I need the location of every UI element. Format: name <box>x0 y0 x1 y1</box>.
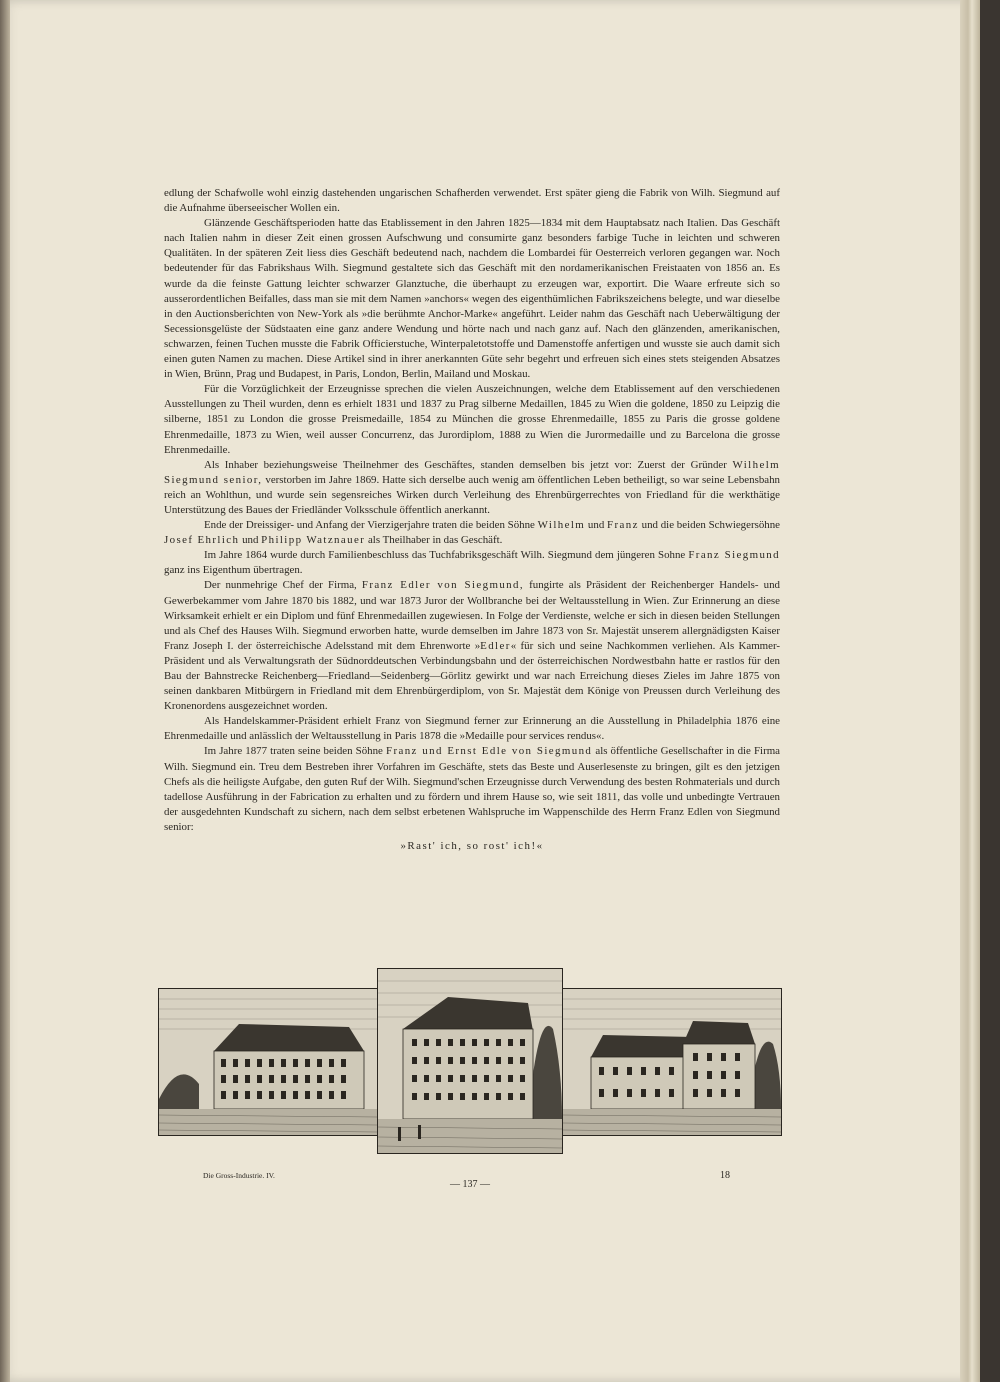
footer-book-title: Die Gross-Industrie. IV. <box>203 1171 275 1180</box>
book-binding <box>0 0 10 1382</box>
page-number: — 137 — <box>450 1179 490 1190</box>
paragraph-8: Als Handelskammer-Präsident erhielt Franz von Siegmund ferner zur Erinnerung an die Ausstellung in Philadelphia 1876 eine Ehrenmedaille und anlässlich der Weltausstellung in Paris 1878 die »Medaille pour services rendus«. <box>164 715 780 743</box>
paragraph-1: edlung der Schafwolle wohl einzig dastehenden ungarischen Schafherden verwendet. Erst später gieng die Fabrik von Wilh. Siegmund auf die Aufnahme überseeischer Wollen ein. <box>164 187 780 215</box>
paragraph-4: Als Inhaber beziehungsweise Theilnehmer des Geschäftes, standen demselben bis jetzt vor: Zuerst der Gründer Wilhelm Siegmund senior, verstorben im Jahre 1869. Hatte sich derselbe auch wenig am öffentlichen Leben betheiligt, so war seine Lebensbahn reich an Wohlthun, und wurde sein segensreiches Wirken durch Verleihung des Ehrenbürgerrechtes von Friedland für die werkthätige Unterstützung des Baues der Friedländer Volksschule öffentlich anerkannt. <box>164 458 780 516</box>
page-edge <box>960 0 980 1382</box>
paragraph-6: Im Jahre 1864 wurde durch Familienbeschluss das Tuchfabriksgeschäft Wilh. Siegmund dem jüngeren Sohne Franz Siegmund ganz ins Eigenthum übertragen. <box>164 549 780 577</box>
body-text <box>164 186 780 854</box>
paragraph-7: Der nunmehrige Chef der Firma, Franz Edler von Siegmund, fungirte als Präsident der Reichenberger Handels- und Gewerbekammer vom Jahre 1870 bis 1882, und war 1873 Juror der Wollbranche bei der Weltausstellung in Wien. Zur Erinnerung an diese Wirksamkeit erhielt er ein Diplom und fünf Ehrenmedaillen zugewiesen. In Folge der Verdienste, welche er sich in diesen beiden Stellungen und als Chef des Hauses Wilh. Siegmund erworben hatte, wurde demselben im Jahre 1873 von Sr. Majestät unserem allergnädigsten Kaiser Franz Joseph I. der österreichische Adelsstand mit dem Ehrenworte »Edler« für sich und seine Nachkommen verliehen. Als Kammer-Präsident und als Verwaltungsrath der Südnorddeutschen Verbindungsbahn und der österreichischen Nordwestbahn hatte er rastlos für den Bau der Bahnstrecke Reichenberg—Friedland—Seidenberg—Görlitz gewirkt und war nach Erreichung dieses Zieles im Jahre 1875 von seinen dankbaren Mitbürgern in Friedland mit dem Ehrenbürgerdiplom, von Sr. Majestät dem Könige von Preussen durch Verleihung des Kronenordens ausgezeichnet worden. <box>164 579 781 713</box>
factory-illustrations <box>158 968 780 1154</box>
illustration-center-building <box>377 968 563 1154</box>
motto: »Rast' ich, so rost' ich!« <box>400 840 544 853</box>
signature-mark: 18 <box>720 1170 730 1181</box>
paragraph-2: Glänzende Geschäftsperioden hatte das Etablissement in den Jahren 1825—1834 mit dem Hauptabsatz nach Italien. Das Geschäft nach Italien nahm in dieser Zeit einen grossen Aufschwung und consumirte ganz besonders farbige Tuche in leichten und schweren Qualitäten. In der späteren Zeit liess dies Geschäft bedeutend nach, nachdem die Lombardei für Oesterreich verloren gegangen war. Noch bedeutender für das Fabrikshaus Wilh. Siegmund gestaltete sich das Geschäft mit den nordamerikanischen Freistaaten von 1856 an. Es wurde da die feinste Gattung leichter schwarzer Glanztuche, die überhaupt zu erzeugen war, exportirt. Die Waare erfreute sich so ausserordentlichen Beifalles, dass man sie mit dem Namen »anchors« wegen des eigenthümlichen Fabrikszeichens belegte, und war dieselbe in den Auctionsberichten von New-York als »die berühmte Anchor-Marke« angeführt. Leider nahm das Geschäft nach Ueberwältigung der Secessionsgelüste der Südstaaten eine ganz andere Wendung und hörte nach und nach ganz auf. Nach den glänzenden, amerikanischen, schwarzen, feinen Tuchen musste die Fabrik Officierstuche, Winterpaletotstoffe und Damenstoffe anfertigen und wusste sie auch damit sich einen guten Namen zu machen. Diese Artikel sind in ihrer anerkannten Güte sehr begehrt und erfreuen sich eines stets steigenden Absatzes in Wien, Brünn, Prag und Budapest, in Paris, London, Berlin, Mailand und Moskau. <box>164 217 780 381</box>
name-wilhelm-senior: Wilhelm Siegmund senior, <box>164 458 780 486</box>
paragraph-3: Für die Vorzüglichkeit der Erzeugnisse sprechen die vielen Auszeichnungen, welche dem Etablissement auf den verschiedenen Ausstellungen zu Theil wurden, denn es erhielt 1831 und 1837 zu Prag silberne Medaillen, 1845 zu Wien die goldene, 1850 zu Leipzig die silberne, 1851 zu London die grosse Preismedaille, 1854 zu München die grosse Ehrenmedaille, 1855 zu Paris die grosse goldene Ehrenmedaille, 1873 zu Wien, weil ausser Concurrenz, das Jurordiplom, 1888 zu Wien die Jurormedaille und zu Barcelona die grosse Ehrenmedaille. <box>164 383 780 456</box>
illustration-right-building <box>562 988 782 1136</box>
paragraph-9: Im Jahre 1877 traten seine beiden Söhne Franz und Ernst Edle von Siegmund als öffentliche Gesellschafter in die Firma Wilh. Siegmund ein. Treu dem Bestreben ihrer Vorfahren im Geschäfte, stets das Beste und Auserlesenste zu bringen, gilt es den jetzigen Chefs als die heiligste Aufgabe, den guten Ruf der Wilh. Siegmund'schen Erzeugnisse durch Verwendung des besten Rohmaterials und durch tadellose Ausführung in der Fabrication zu erhalten und zu fördern und ihrem Hause so, wie seit 1811, das volle und unbedingte Vertrauen der ausgedehnten Kundschaft zu sichern, nach dem selbst erbetenen Wahlspruche im Wappenschilde des Herrn Franz Edlen von Siegmund senior: <box>164 745 781 833</box>
paragraph-5: Ende der Dreissiger- und Anfang der Vierzigerjahre traten die beiden Söhne Wilhelm und Franz und die beiden Schwiegersöhne Josef Ehrlich und Philipp Watznauer als Theilhaber in das Geschäft. <box>164 519 780 547</box>
illustration-left-building <box>158 988 378 1136</box>
